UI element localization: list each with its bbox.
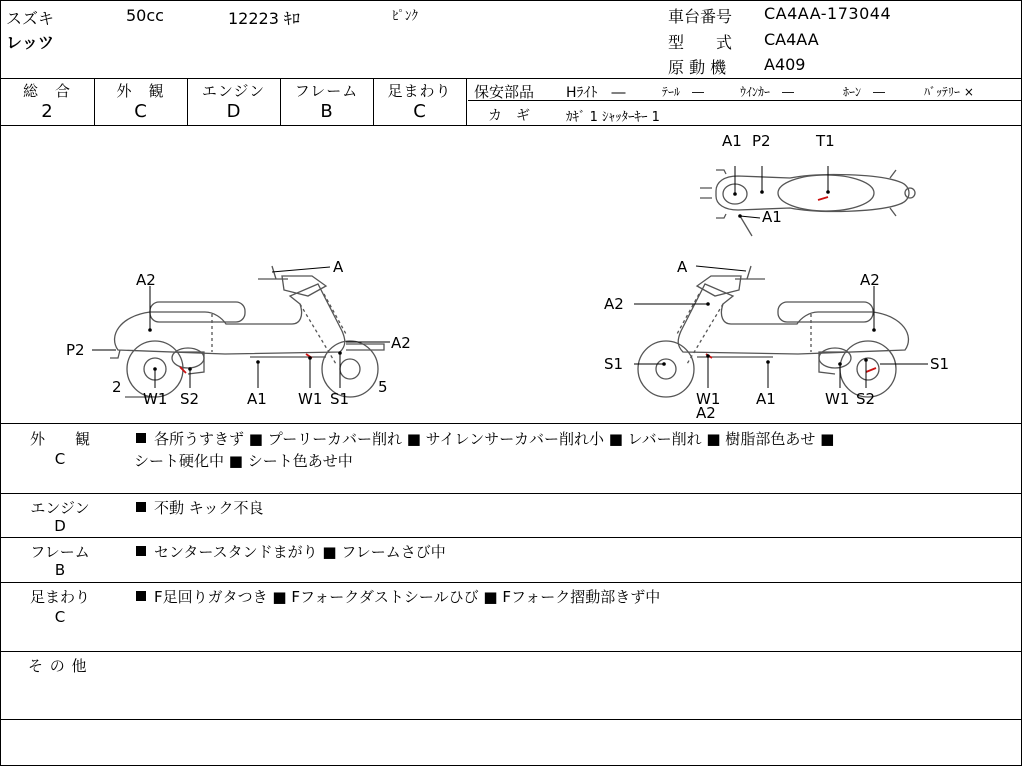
frame-grade-label: フレーム <box>294 82 359 100</box>
diagram-label: 5 <box>378 378 388 396</box>
damage-diagram <box>0 126 1022 424</box>
remarks-text: F足回りガタつき ■ Fフォークダストシールひび ■ Fフォーク摺動部きず中 <box>154 588 661 606</box>
key-value: ｶｷﾞ 1 ｼｬｯﾀｰｷｰ 1 <box>566 110 660 125</box>
displacement: 50cc <box>126 6 164 25</box>
remarks-divider <box>0 582 1022 583</box>
remarks-engine-line1 <box>132 497 263 518</box>
bullet-icon <box>136 591 146 601</box>
grade-table-top <box>0 78 1022 79</box>
remarks-exterior-line1 <box>132 428 834 449</box>
engine-grade-label: エンジン <box>201 82 266 100</box>
remarks-text: 不動 キック不良 <box>154 499 264 517</box>
diagram-label: A <box>677 258 688 276</box>
diagram-label: A1 <box>247 390 267 408</box>
remarks-exterior-line2: シート硬化中 ■ シート色あせ中 <box>134 452 353 470</box>
winker-status: ｳｲﾝｶｰ ― <box>740 85 795 99</box>
diagram-label: W1 <box>696 390 721 408</box>
engine-label: 原 動 機 <box>668 58 727 77</box>
bullet-icon <box>136 502 146 512</box>
diagram-label: S1 <box>604 355 624 373</box>
bullet-icon <box>136 433 146 443</box>
frame-no: CA4AA-173044 <box>764 4 892 23</box>
body-color: ﾋﾟﾝｸ <box>392 9 418 24</box>
diagram-label: W1 <box>298 390 323 408</box>
battery-status: ﾊﾞｯﾃﾘｰ × <box>924 85 974 99</box>
remarks-suspension-grade: C <box>54 608 66 626</box>
diagram-label: S1 <box>930 355 950 373</box>
suspension-grade: C <box>413 101 426 122</box>
remarks-frame-label: フレーム <box>30 543 90 561</box>
remarks-engine-grade: D <box>54 517 66 535</box>
remarks-divider <box>0 537 1022 538</box>
diagram-label: T1 <box>816 132 835 150</box>
diagram-label: 2 <box>112 378 122 396</box>
overall-label: 総 合 <box>22 82 71 100</box>
diagram-label: A <box>333 258 344 276</box>
diagram-label: S2 <box>856 390 876 408</box>
engine-value: A409 <box>764 55 806 74</box>
remarks-top-line <box>0 423 1022 424</box>
diagram-label: A2 <box>696 404 716 422</box>
diagram-label: S2 <box>180 390 200 408</box>
maker: スズキ <box>6 9 55 28</box>
frame-grade: B <box>320 101 333 122</box>
top-view-scooter <box>700 170 915 236</box>
remarks-text: センタースタンドまがり ■ フレームさび中 <box>154 543 446 561</box>
diagram-label: A1 <box>756 390 776 408</box>
diagram-label: A2 <box>860 271 880 289</box>
exterior-grade: C <box>134 101 147 122</box>
remarks-divider <box>0 493 1022 494</box>
remarks-text: 各所うすきず ■ プーリーカバー削れ ■ サイレンサーカバー削れ小 ■ レバー削れ ■ 樹脂部色あせ ■ <box>154 430 835 448</box>
diagram-label: A1 <box>762 208 782 226</box>
diagram-label: P2 <box>66 341 85 359</box>
remarks-divider <box>0 719 1022 720</box>
safety-divider <box>468 100 1022 101</box>
remarks-suspension-label: 足まわり <box>29 588 90 606</box>
horn-status: ﾎｰﾝ ― <box>843 85 886 99</box>
model-name: レッツ <box>6 33 54 52</box>
diagram-label: P2 <box>752 132 771 150</box>
diagram-label: A2 <box>136 271 156 289</box>
diagram-label: A2 <box>604 295 624 313</box>
grade-col-divider <box>466 78 467 125</box>
overall-grade: 2 <box>41 101 53 122</box>
remarks-frame-line1 <box>132 541 446 562</box>
diagram-label: W1 <box>143 390 168 408</box>
engine-grade: D <box>226 101 241 122</box>
tail-status: ﾃｰﾙ ― <box>662 85 705 99</box>
type-value: CA4AA <box>764 30 819 49</box>
remarks-other-label: そ の 他 <box>28 657 88 675</box>
diagram-label: W1 <box>825 390 850 408</box>
safety-label: 保安部品 <box>474 83 535 101</box>
remarks-suspension-line1 <box>132 586 660 607</box>
diagram-label: S1 <box>330 390 350 408</box>
frame-no-label: 車台番号 <box>668 7 733 26</box>
remarks-engine-label: エンジン <box>30 499 90 517</box>
exterior-label: 外 観 <box>116 82 165 100</box>
remarks-exterior-grade: C <box>54 450 66 468</box>
key-label: カ ギ <box>488 108 530 124</box>
remarks-exterior-label: 外 観 <box>29 430 90 448</box>
bullet-icon <box>136 546 146 556</box>
remarks-divider <box>0 651 1022 652</box>
mileage: 12223 ｷﾛ <box>228 9 300 28</box>
diagram-label: A1 <box>722 132 742 150</box>
headlight-status: Hﾗｲﾄ ― <box>566 85 626 101</box>
diagram-label: A2 <box>391 334 411 352</box>
remarks-frame-grade: B <box>54 561 66 579</box>
type-label: 型 式 <box>668 33 733 52</box>
suspension-grade-label: 足まわり <box>387 82 452 100</box>
